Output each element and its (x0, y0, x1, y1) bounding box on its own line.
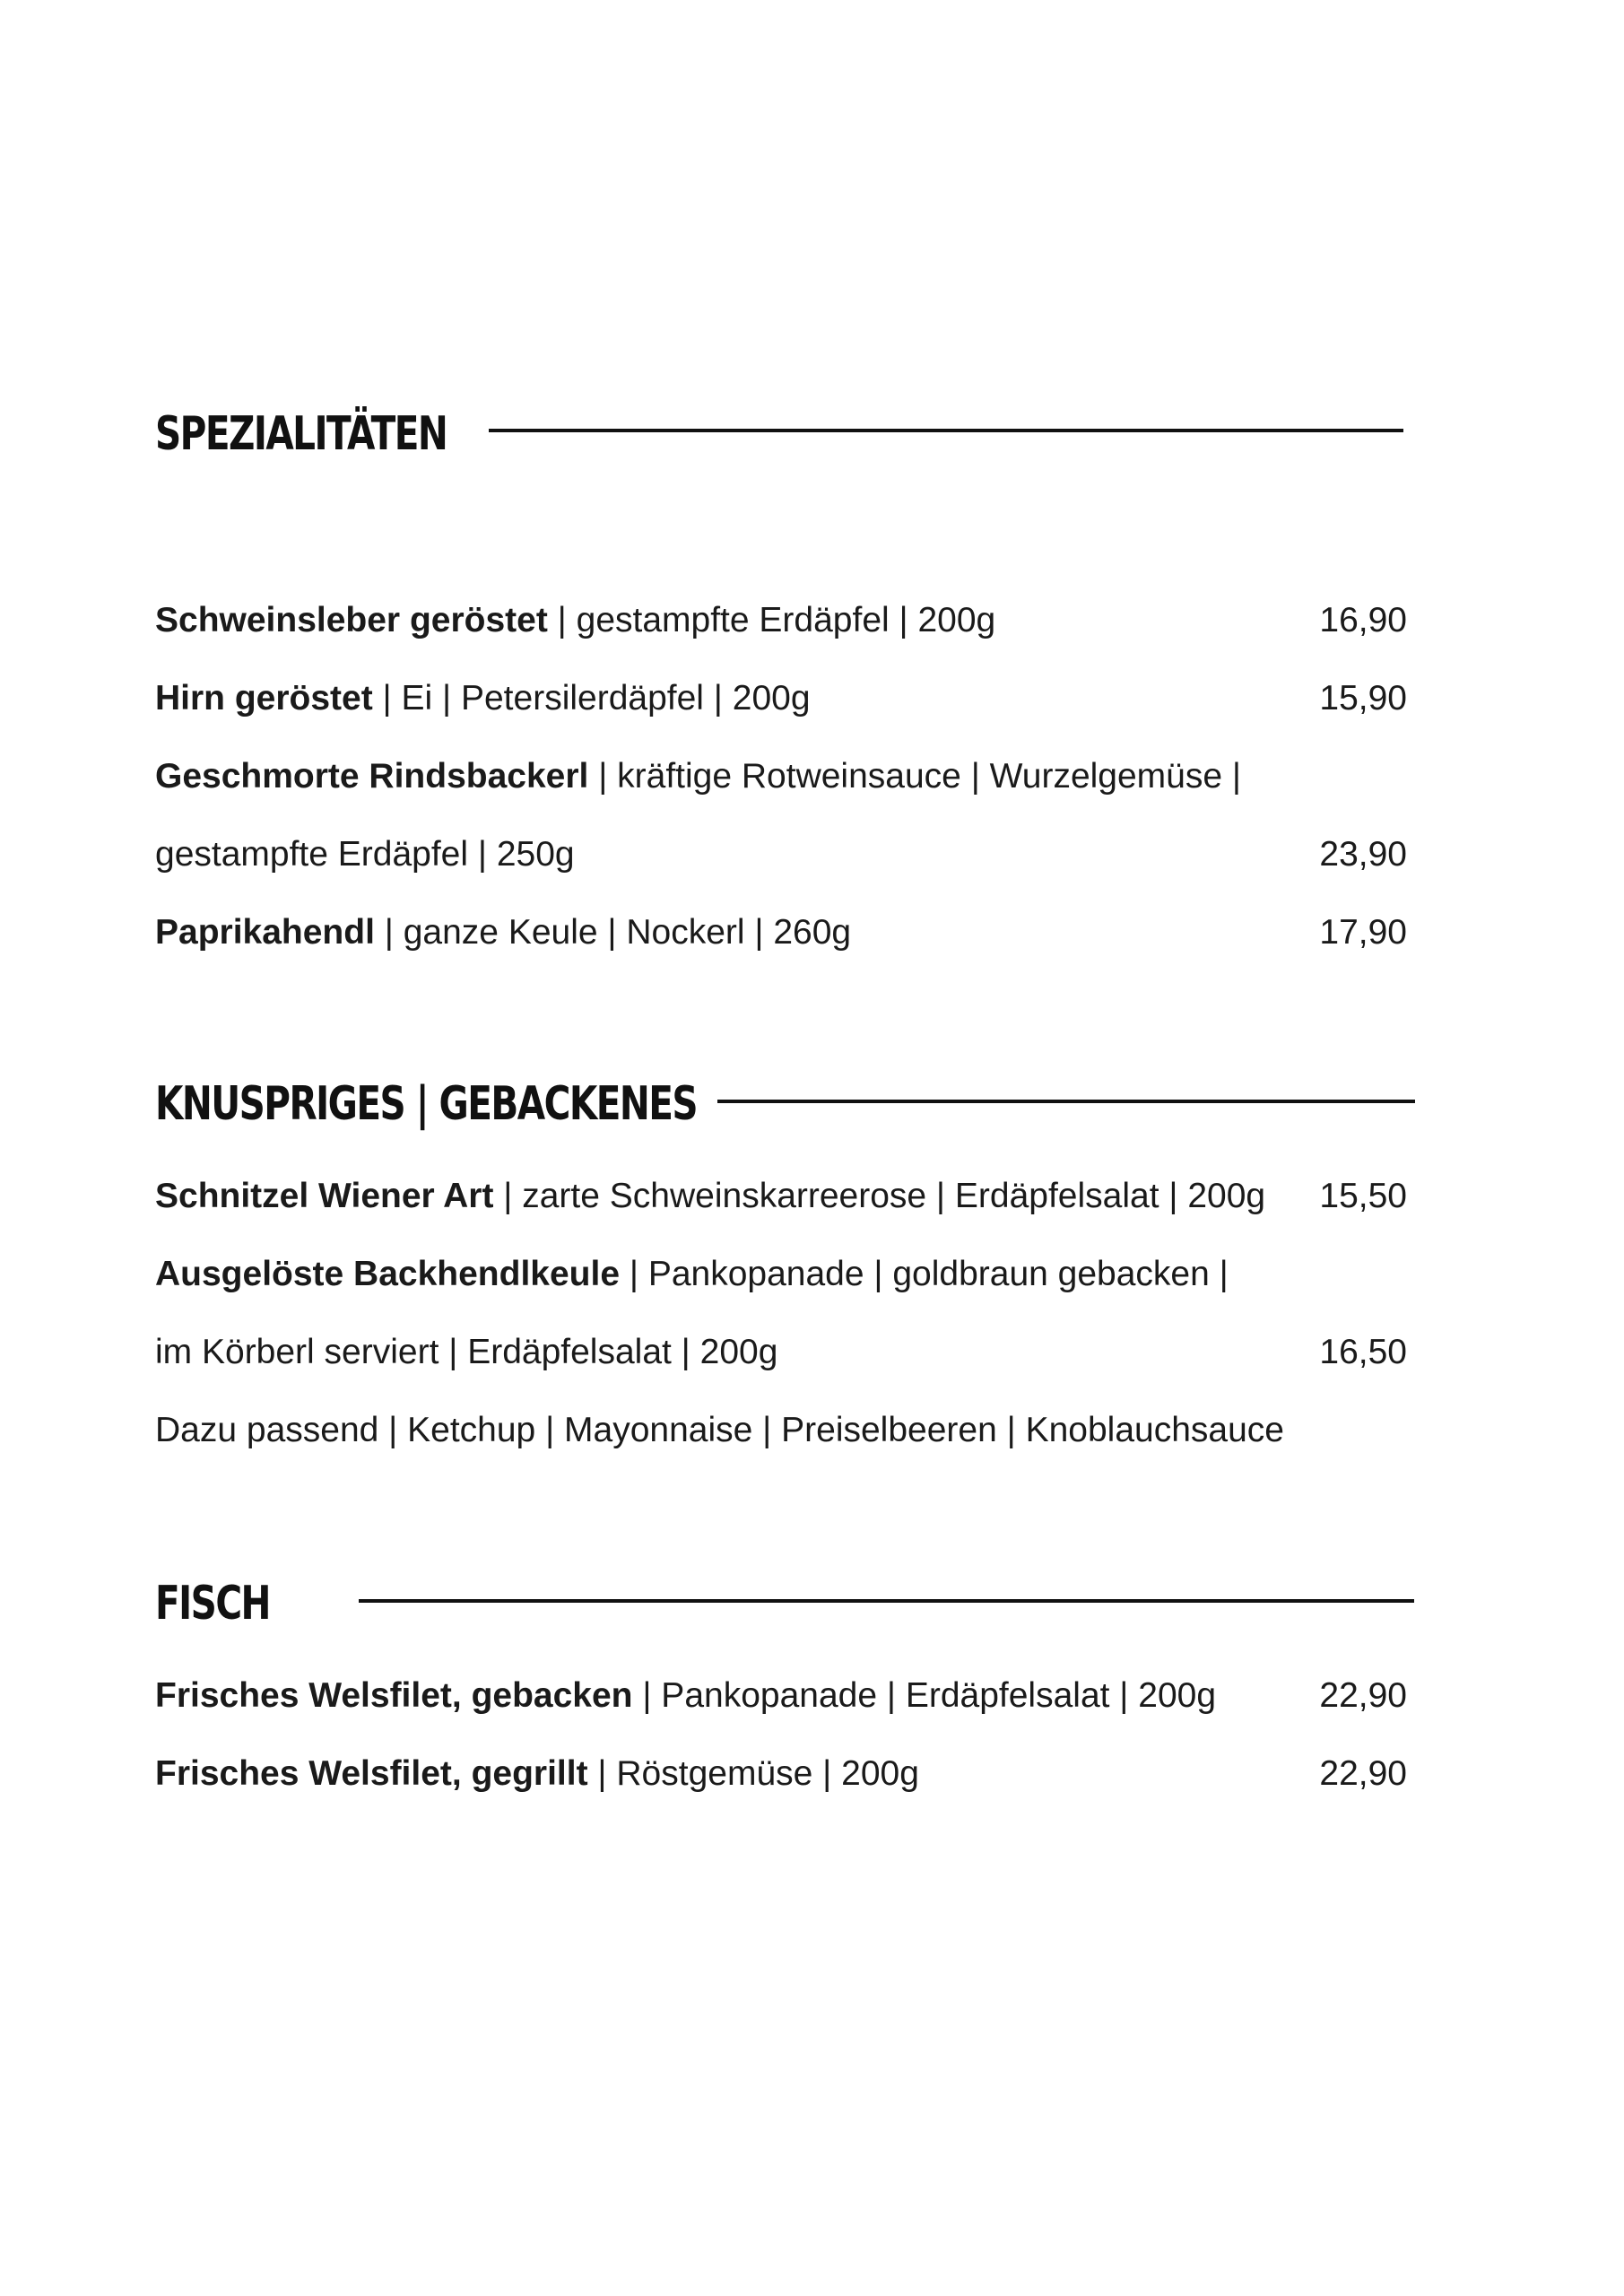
dish-name: Frisches Welsfilet, gebacken (155, 1676, 633, 1715)
dish-price: 16,50 (1319, 1333, 1407, 1371)
dish-description: | Pankopanade | Erdäpfelsalat | 200g (632, 1676, 1217, 1715)
dish-name: Schweinsleber geröstet (155, 601, 548, 639)
side-options-note (155, 1413, 1411, 1448)
dish-description-continued: gestampfte Erdäpfel | 250g (155, 835, 575, 874)
dish-description: | gestampfte Erdäpfel | 200g (547, 601, 996, 639)
dish-price: 22,90 (1319, 1676, 1407, 1715)
dish-description: | kräftige Rotweinsauce | Wurzelgemüse | (588, 757, 1242, 796)
dish-name: Schnitzel Wiener Art (155, 1177, 494, 1215)
dish-description-continued: im Körberl serviert | Erdäpfelsalat | 200g (155, 1333, 778, 1371)
dish-description: | Pankopanade | goldbraun gebacken | (620, 1255, 1229, 1293)
dish-description: | zarte Schweinskarreerose | Erdäpfelsalat | 200g (493, 1177, 1266, 1215)
dish-price: 15,50 (1319, 1177, 1407, 1215)
dish-price: 22,90 (1319, 1754, 1407, 1793)
dish-description: | ganze Keule | Nockerl | 260g (374, 913, 852, 952)
dish-price: 15,90 (1319, 679, 1407, 718)
section-title-fisch: FISCH (155, 1577, 270, 1631)
dish-name: Ausgelöste Backhendlkeule (155, 1255, 621, 1293)
side-options-text: Dazu passend | Ketchup | Mayonnaise | Preiselbeeren | Knoblauchsauce (155, 1411, 1284, 1449)
section-divider (489, 429, 1403, 432)
dish-name: Frisches Welsfilet, gegrillt (155, 1754, 588, 1793)
dish-name: Geschmorte Rindsbackerl (155, 757, 589, 796)
section-title-knuspriges-gebackenes: KNUSPRIGES | GEBACKENES (155, 1077, 698, 1131)
dish-price: 17,90 (1319, 913, 1407, 952)
dish-price: 16,90 (1319, 601, 1407, 639)
dish-name: Paprikahendl (155, 913, 375, 952)
section-divider (359, 1599, 1414, 1603)
section-divider (717, 1100, 1415, 1103)
dish-description: | Ei | Petersilerdäpfel | 200g (372, 679, 811, 718)
dish-name: Hirn geröstet (155, 679, 373, 718)
section-title-spezialitaeten: SPEZIALITÄTEN (155, 407, 447, 461)
dish-description: | Röstgemüse | 200g (587, 1754, 919, 1793)
dish-price: 23,90 (1319, 835, 1407, 874)
